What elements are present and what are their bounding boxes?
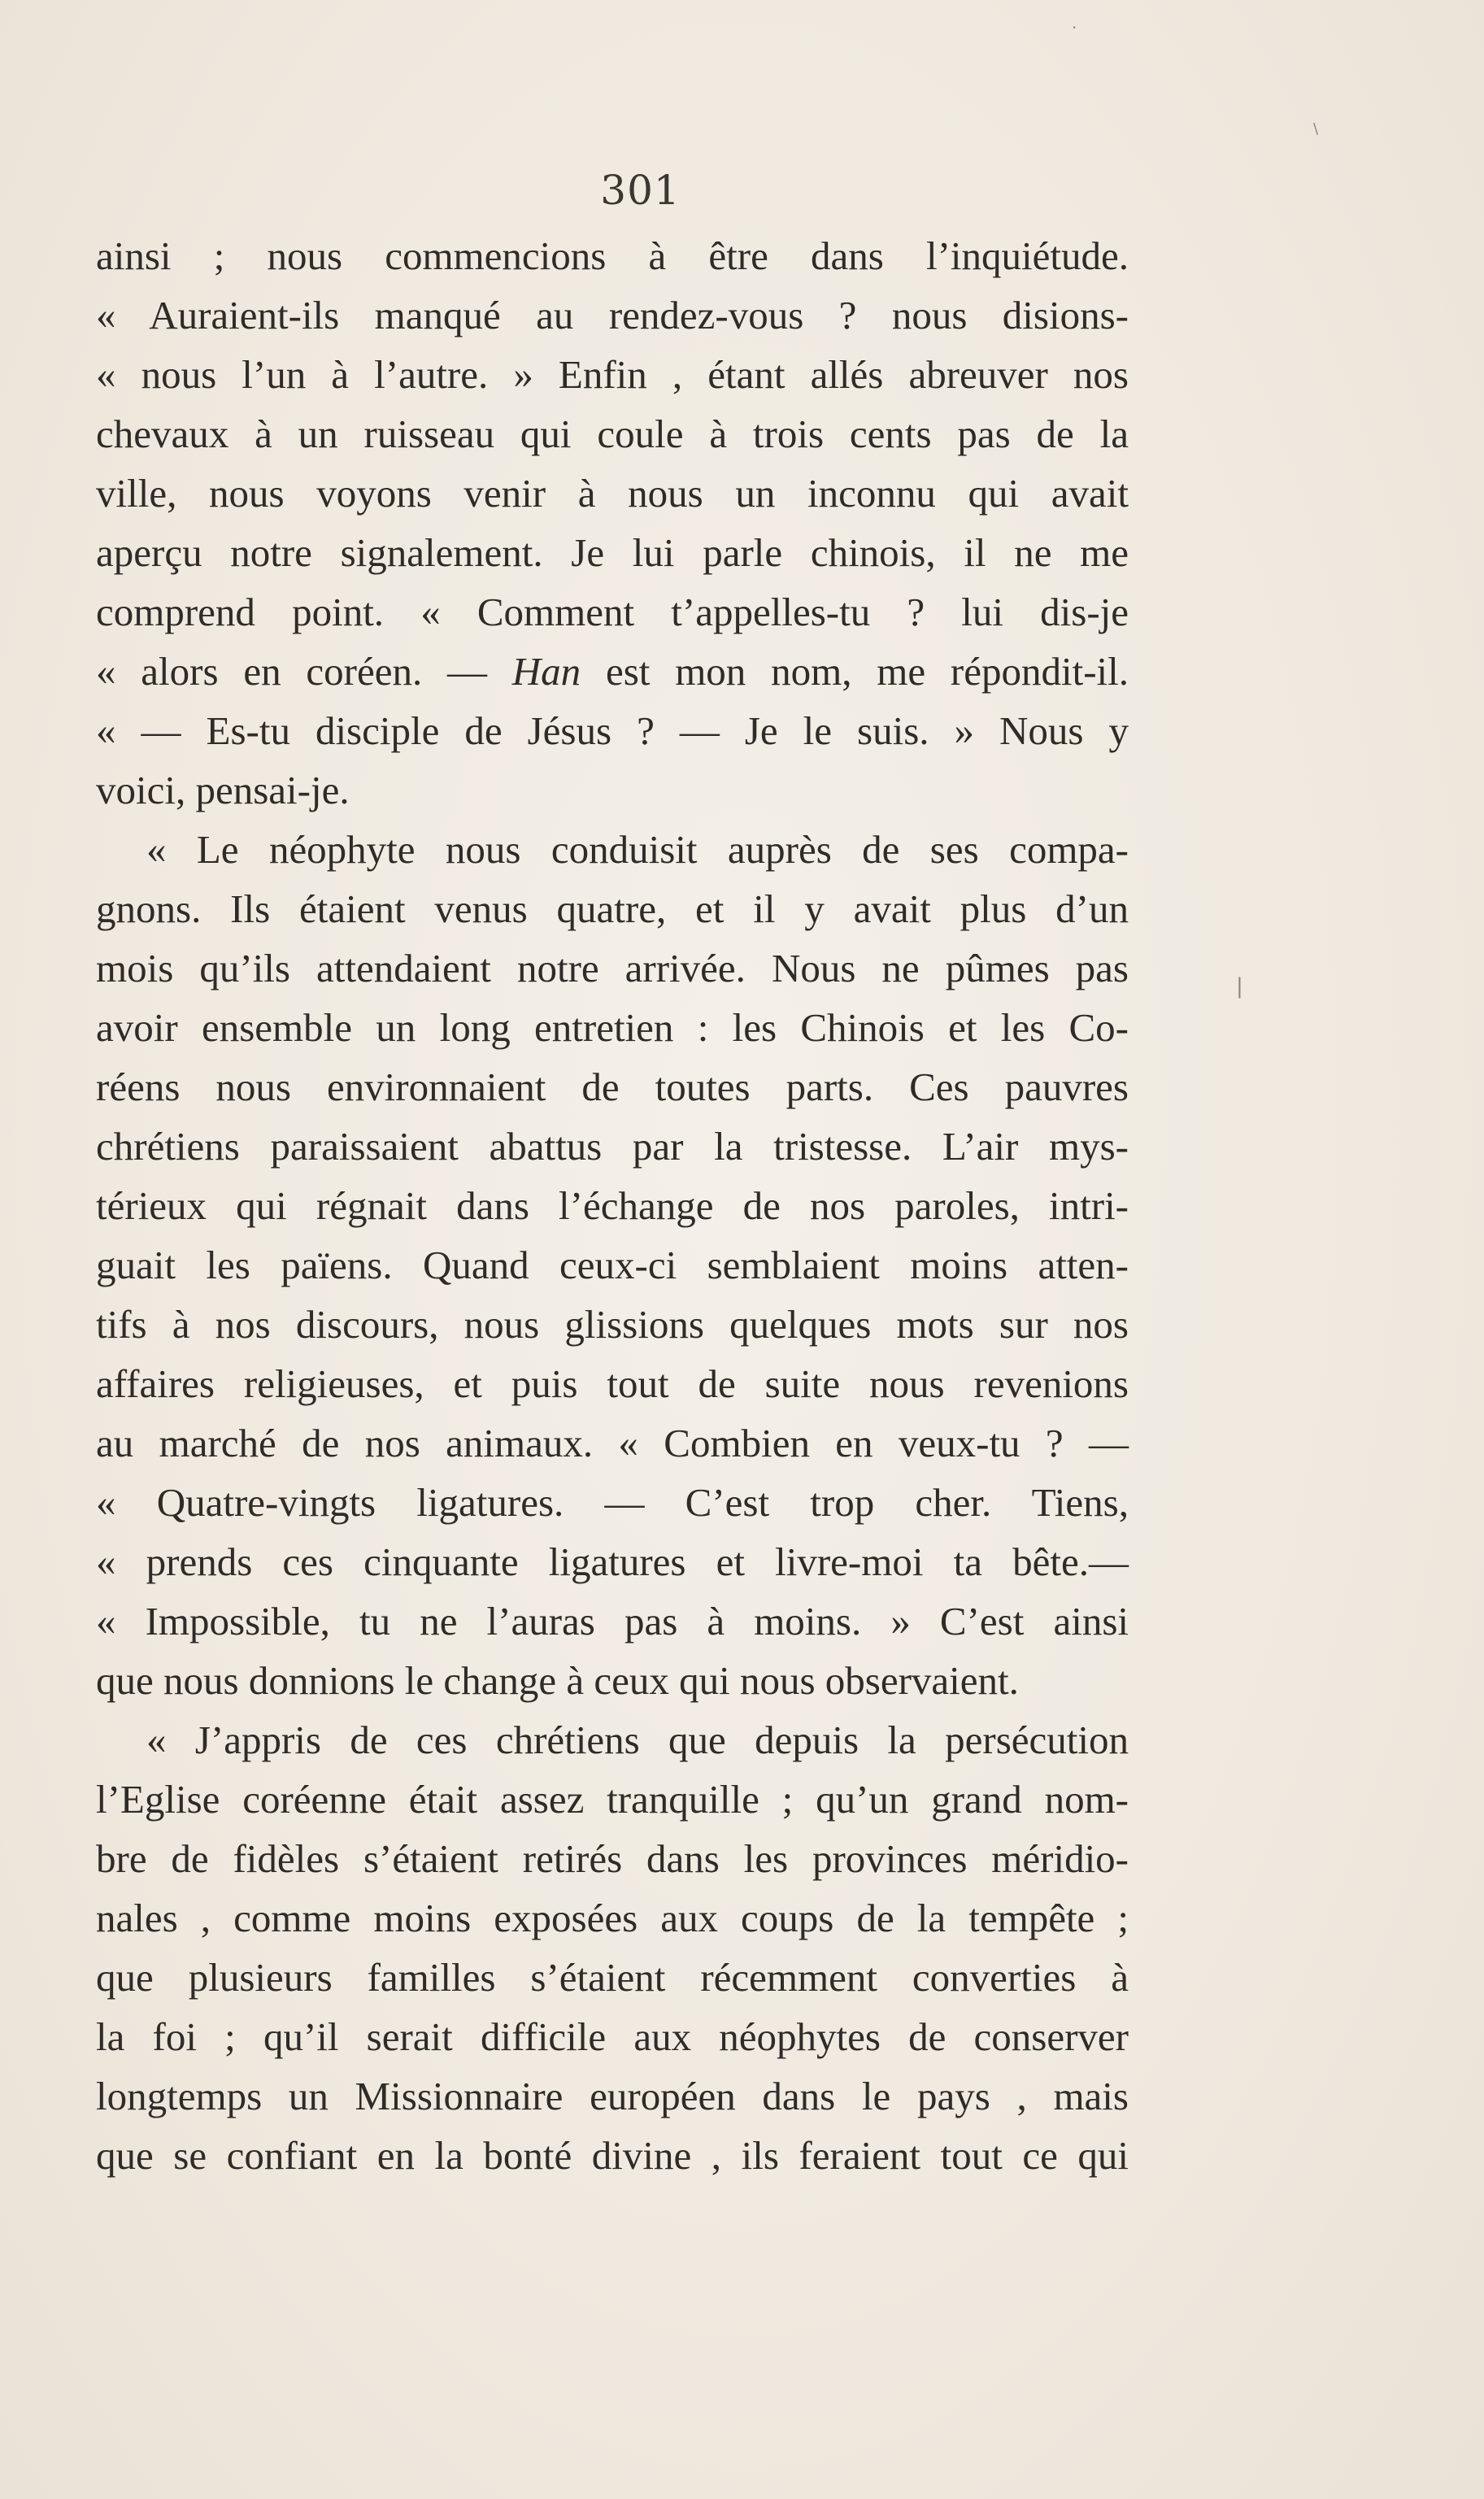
text-line: au marché de nos animaux. « Combien en veux-tu ? — (96, 1421, 1129, 1465)
paragraph-1 (96, 226, 1129, 820)
paragraph-3 (96, 1710, 1129, 2185)
text-line: « Le néophyte nous conduisit auprès de ses compa- (146, 827, 1129, 872)
margin-mark: | (1236, 974, 1243, 999)
text-line: la foi ; qu’il serait difficile aux néophytes de conserver (96, 2014, 1129, 2059)
text-line: que se confiant en la bonté divine , ils feraient tout ce qui (96, 2133, 1129, 2178)
text-line: nales , comme moins exposées aux coups de la tempête ; (96, 1896, 1129, 1940)
text-line: « Quatre-vingts ligatures. — C’est trop cher. Tiens, (96, 1480, 1129, 1525)
text-line: réens nous environnaient de toutes parts. Ces pauvres (96, 1064, 1129, 1109)
text-line: « Auraient-ils manqué au rendez-vous ? nous disions- (96, 293, 1129, 337)
text-line: chrétiens paraissaient abattus par la tristesse. L’air mys- (96, 1124, 1129, 1169)
text-line: « prends ces cinquante ligatures et livre-moi ta bête.— (96, 1539, 1129, 1584)
text-line: affaires religieuses, et puis tout de suite nous revenions (96, 1361, 1129, 1406)
text-line: mois qu’ils attendaient notre arrivée. Nous ne pûmes pas (96, 946, 1129, 990)
paragraph-2 (96, 820, 1129, 1710)
text-line: ainsi ; nous commencions à être dans l’inquiétude. (96, 233, 1129, 278)
text-line: avoir ensemble un long entretien : les Chinois et les Co- (96, 1005, 1129, 1050)
text-line: tifs à nos discours, nous glissions quelques mots sur nos (96, 1302, 1129, 1347)
text-line: bre de fidèles s’étaient retirés dans les provinces méridio- (96, 1836, 1129, 1881)
text-line: longtemps un Missionnaire européen dans le pays , mais (96, 2074, 1129, 2118)
text-line: « Impossible, tu ne l’auras pas à moins. » C’est ainsi (96, 1599, 1129, 1644)
text-line: aperçu notre signalement. Je lui parle chinois, il ne me (96, 530, 1129, 575)
text-line: guait les païens. Quand ceux-ci semblaient moins atten- (96, 1243, 1129, 1287)
text-line: que plusieurs familles s’étaient récemment converties à (96, 1955, 1129, 2000)
text-line: « alors en coréen. — Han est mon nom, me répondit-il. (96, 649, 1129, 694)
italic-name: Han (511, 649, 581, 694)
text-line: chevaux à un ruisseau qui coule à trois cents pas de la (96, 411, 1129, 456)
page-number: 301 (600, 167, 681, 214)
text-line: « — Es-tu disciple de Jésus ? — Je le suis. » Nous y (96, 708, 1129, 753)
text-line: voici, pensai-je. (96, 768, 350, 812)
text-line: gnons. Ils étaient venus quatre, et il y avait plus d’un (96, 886, 1129, 931)
paper-speck: · (1072, 18, 1077, 37)
text-line: comprend point. « Comment t’appelles-tu ? lui dis-je (96, 590, 1129, 634)
text-line: ville, nous voyons venir à nous un inconnu qui avait (96, 471, 1129, 516)
text-line: térieux qui régnait dans l’échange de nos paroles, intri- (96, 1183, 1129, 1228)
text-line: l’Eglise coréenne était assez tranquille ; qu’un grand nom- (96, 1777, 1129, 1822)
text-line: « J’appris de ces chrétiens que depuis la persécution (146, 1718, 1129, 1762)
text-line: que nous donnions le change à ceux qui nous observaient. (96, 1658, 1019, 1703)
body-text (96, 226, 1129, 2185)
text-line: « nous l’un à l’autre. » Enfin , étant allés abreuver nos (96, 352, 1129, 397)
paper-scratch: \ (1313, 120, 1319, 137)
